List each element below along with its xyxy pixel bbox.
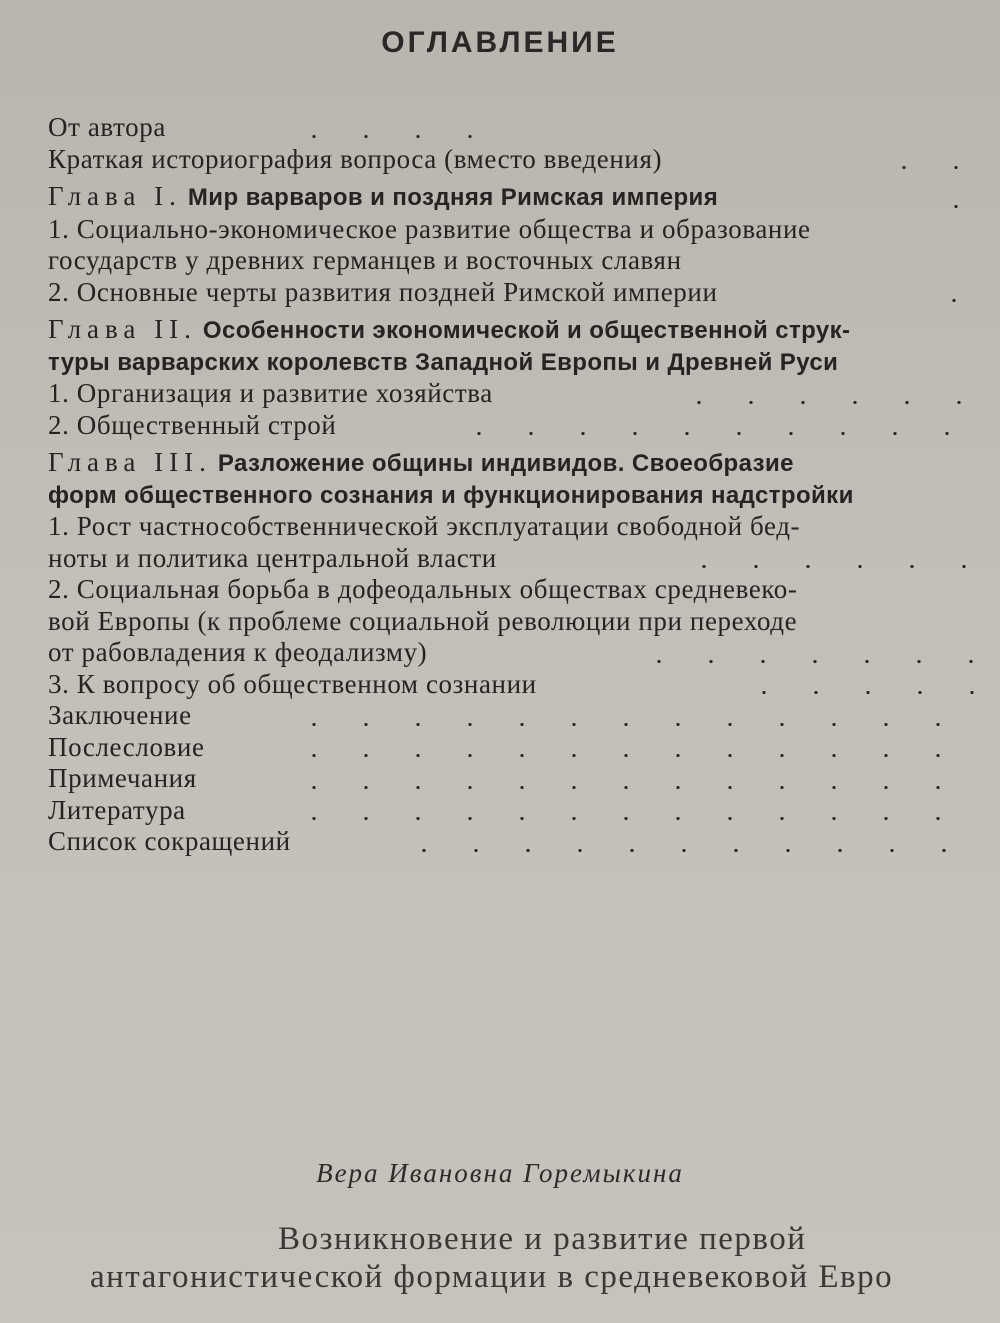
toc-entry-text: 3. К вопросу об общественном сознании: [48, 668, 537, 699]
book-title: [0, 1220, 1000, 1296]
toc-entry-1-2: [48, 277, 983, 309]
dot-leader: [673, 401, 983, 404]
dot-leader: [288, 135, 498, 138]
toc-entry-3-3: [48, 669, 983, 701]
chapter-label: Глава II.: [48, 314, 197, 344]
toc-entry-afterword: [48, 732, 983, 764]
toc-entry-literature: [48, 795, 983, 827]
contents-heading: ОГЛАВЛЕНИЕ: [381, 26, 619, 59]
dot-leader: [738, 691, 983, 694]
toc-entry-3-2: [48, 574, 983, 669]
dot-leader: [288, 817, 983, 820]
chapter-title: Разложение общины индивидов. Своеобразие: [217, 450, 794, 477]
toc-entry-text: 2. Социальная борьба в дофеодальных обществах средневеко-: [48, 574, 798, 604]
toc-entry-3-1: [48, 511, 983, 574]
dot-leader: [288, 754, 983, 757]
book-title-line: Возникновение и развитие первой: [278, 1221, 807, 1257]
table-of-contents: [48, 112, 983, 858]
toc-entry-text: Примечания: [48, 763, 197, 793]
dot-leader: [288, 786, 983, 789]
toc-entry-text: От автора: [48, 112, 166, 142]
book-title-line: антагонистической формации в средневековой Евро: [90, 1259, 894, 1295]
toc-entry-text: Заключение: [48, 700, 192, 730]
dot-leader: [398, 849, 983, 852]
toc-entry-2-1: [48, 378, 983, 410]
chapter-title-continued: туры варварских королевств Западной Европы и Древней Руси: [48, 348, 839, 376]
toc-entry-2-2: [48, 410, 983, 442]
chapter-title-continued: форм общественного сознания и функционирования надстройки: [48, 481, 854, 509]
toc-entry-text: 2. Основные черты развития поздней Римской империи: [48, 276, 718, 307]
toc-entry-text: Послесловие: [48, 731, 205, 762]
dot-leader: [928, 299, 983, 302]
toc-entry-text: 1. Социально-экономическое развитие общества и образование: [48, 213, 811, 244]
toc-entry-text: Литература: [48, 794, 186, 825]
toc-entry-abbreviations: [48, 826, 983, 858]
dot-leader: [453, 432, 983, 435]
toc-entry-text: от рабовладения к феодализму): [48, 637, 428, 667]
toc-entry-conclusion: [48, 700, 983, 732]
toc-entry-text: 1. Организация и развитие хозяйства: [48, 378, 493, 408]
dot-leader: [878, 166, 978, 169]
chapter-label: Глава III.: [48, 447, 212, 477]
toc-entry-text: Краткая историография вопроса (вместо введения): [48, 143, 663, 174]
chapter-title: Особенности экономической и общественной струк-: [202, 317, 851, 344]
author-name: Вера Ивановна Горемыкина: [316, 1158, 684, 1188]
toc-entry-text: 2. Общественный строй: [48, 409, 337, 440]
toc-chapter-1: [48, 181, 983, 214]
toc-chapter-2: [48, 314, 983, 378]
toc-entry-text: государств у древних германцев и восточных славян: [48, 245, 682, 275]
toc-entry-text: ноты и политика центральной власти: [48, 542, 497, 573]
toc-entry-1-1: [48, 214, 983, 277]
chapter-label: Глава I.: [48, 181, 182, 211]
dot-leader: [678, 565, 983, 568]
toc-chapter-3: [48, 447, 983, 511]
toc-entry-historiography: [48, 144, 983, 176]
dot-leader: [633, 660, 983, 663]
toc-entry-notes: [48, 763, 983, 795]
toc-entry-from-author: [48, 112, 983, 144]
dot-leader: [288, 723, 983, 726]
toc-entry-text: 1. Рост частнособственнической эксплуатации свободной бед-: [48, 511, 801, 541]
chapter-title: Мир варваров и поздняя Римская империя: [187, 184, 719, 211]
dot-leader: [930, 205, 985, 208]
toc-entry-text: вой Европы (к проблеме социальной революции при переходе: [48, 605, 798, 636]
toc-entry-text: Список сокращений: [48, 826, 291, 856]
